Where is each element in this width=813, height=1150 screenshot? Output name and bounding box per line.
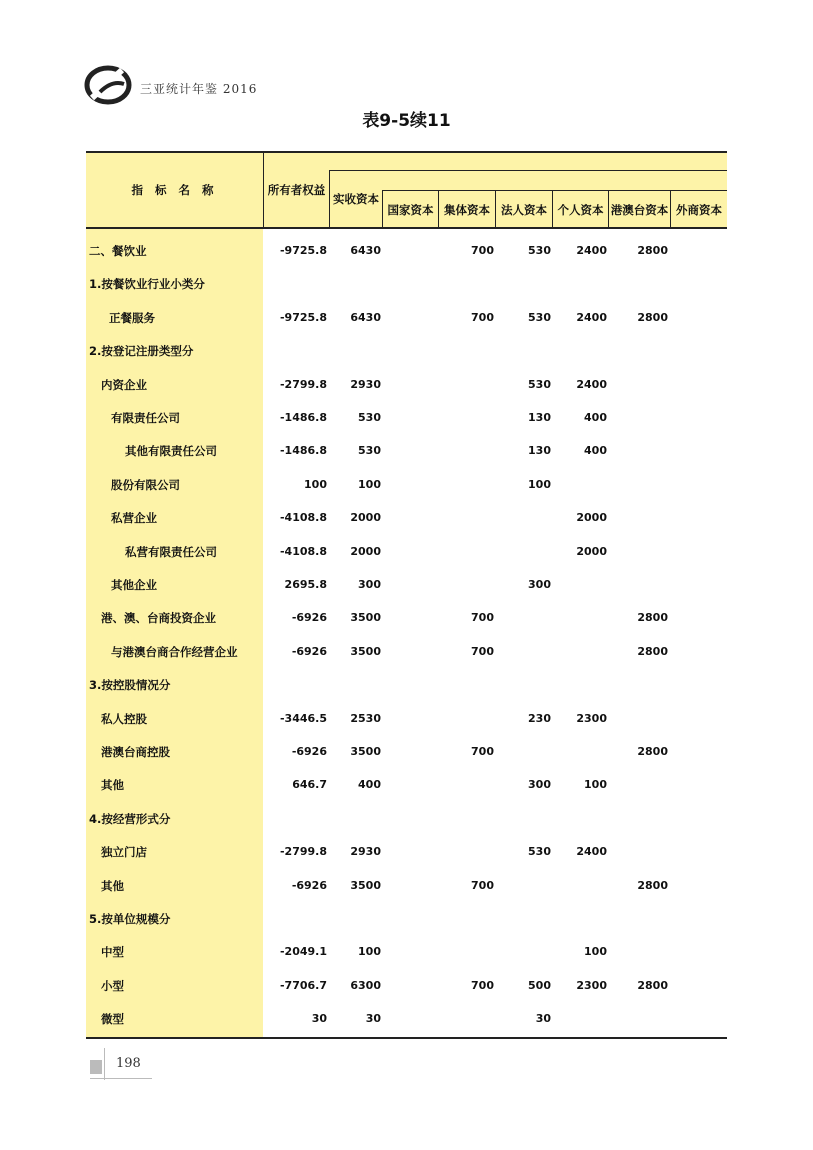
cell-value: 530: [358, 444, 381, 457]
table-top-rule: [86, 151, 727, 153]
paid-in-group-rule: [329, 170, 727, 171]
cell-value: 2800: [637, 979, 668, 992]
cell-value: 3500: [350, 611, 381, 624]
cell-value: -4108.8: [279, 545, 327, 558]
cell-value: 530: [528, 244, 551, 257]
cell-value: 2000: [576, 545, 607, 558]
row-label: 3.按控股情况分: [89, 678, 171, 692]
row-label: 其他: [101, 778, 124, 792]
row-label: 港、澳、台商投资企业: [101, 611, 216, 625]
row-label: 股份有限公司: [111, 478, 180, 492]
header-personal: 个人资本: [557, 203, 604, 217]
book-title: 三亚统计年鉴 2016: [140, 82, 258, 96]
cell-value: 300: [358, 578, 381, 591]
header-indicator: 指 标 名 称: [131, 183, 218, 197]
row-label: 4.按经营形式分: [89, 812, 171, 826]
cell-value: -4108.8: [279, 511, 327, 524]
row-label: 其他企业: [111, 578, 157, 592]
row-label: 其他: [101, 879, 124, 893]
row-label: 正餐服务: [109, 311, 155, 325]
cell-value: 2530: [350, 712, 381, 725]
cell-value: 3500: [350, 745, 381, 758]
cell-value: 530: [528, 378, 551, 391]
page-marker-line: [90, 1078, 152, 1079]
row-label: 5.按单位规模分: [89, 912, 171, 926]
cell-value: 400: [584, 444, 607, 457]
cell-value: -1486.8: [279, 411, 327, 424]
row-label: 微型: [101, 1012, 124, 1026]
cell-value: 2400: [576, 311, 607, 324]
cell-value: -1486.8: [279, 444, 327, 457]
row-label: 其他有限责任公司: [125, 444, 217, 458]
cell-value: -6926: [291, 745, 327, 758]
row-label: 2.按登记注册类型分: [89, 344, 194, 358]
cell-value: 2930: [350, 378, 381, 391]
header-bottom-rule: [86, 227, 727, 229]
row-label: 有限责任公司: [111, 411, 180, 425]
header-hmt: 港澳台资本: [610, 203, 669, 217]
cell-value: 2800: [637, 745, 668, 758]
cell-value: 400: [358, 778, 381, 791]
cell-value: 530: [528, 311, 551, 324]
table-bottom-rule: [86, 1037, 727, 1039]
cell-value: 100: [358, 945, 381, 958]
cell-value: 2800: [637, 611, 668, 624]
cell-value: 700: [471, 879, 494, 892]
sub-capital-rule: [382, 190, 727, 191]
cell-value: -7706.7: [279, 979, 327, 992]
cell-value: 30: [311, 1012, 327, 1025]
cell-value: 2000: [576, 511, 607, 524]
cell-value: 300: [528, 778, 551, 791]
cell-value: 30: [365, 1012, 381, 1025]
cell-value: 700: [471, 745, 494, 758]
row-label: 私营有限责任公司: [125, 545, 217, 559]
cell-value: 6300: [350, 979, 381, 992]
cell-value: 2695.8: [284, 578, 327, 591]
header-legal: 法人资本: [501, 203, 547, 217]
table-title: 表9-5续11: [362, 111, 451, 131]
cell-value: 700: [471, 979, 494, 992]
cell-value: 530: [528, 845, 551, 858]
cell-value: -6926: [291, 611, 327, 624]
row-label: 港澳台商控股: [101, 745, 170, 759]
cell-value: 2800: [637, 645, 668, 658]
cell-value: 646.7: [292, 778, 327, 791]
cell-value: 2000: [350, 545, 381, 558]
cell-value: -6926: [291, 645, 327, 658]
cell-value: -3446.5: [279, 712, 327, 725]
header-foreign: 外商资本: [676, 203, 722, 217]
row-label: 独立门店: [101, 845, 147, 859]
cell-value: 2930: [350, 845, 381, 858]
cell-value: 2800: [637, 879, 668, 892]
cell-value: 700: [471, 311, 494, 324]
cell-value: 700: [471, 244, 494, 257]
yearbook-logo-icon: [82, 62, 134, 108]
header-paid-in: 实收资本: [333, 192, 379, 206]
cell-value: 6430: [350, 244, 381, 257]
cell-value: 700: [471, 611, 494, 624]
cell-value: 30: [535, 1012, 551, 1025]
cell-value: 230: [528, 712, 551, 725]
cell-value: 130: [528, 444, 551, 457]
cell-value: -9725.8: [279, 244, 327, 257]
cell-value: 3500: [350, 879, 381, 892]
cell-value: 2000: [350, 511, 381, 524]
row-label: 与港澳台商合作经营企业: [111, 645, 238, 659]
cell-value: 2800: [637, 244, 668, 257]
cell-value: 6430: [350, 311, 381, 324]
cell-value: 100: [304, 478, 327, 491]
row-label: 私营企业: [111, 511, 157, 525]
row-label: 私人控股: [101, 712, 147, 726]
page-number: 198: [116, 1056, 141, 1071]
cell-value: 2800: [637, 311, 668, 324]
cell-value: 400: [584, 411, 607, 424]
row-label: 1.按餐饮业行业小类分: [89, 277, 205, 291]
cell-value: 100: [584, 945, 607, 958]
row-label: 中型: [101, 945, 124, 959]
cell-value: 100: [358, 478, 381, 491]
row-label: 内资企业: [101, 378, 147, 392]
cell-value: 2400: [576, 378, 607, 391]
cell-value: 100: [584, 778, 607, 791]
cell-value: 2400: [576, 244, 607, 257]
header-state: 国家资本: [387, 203, 434, 217]
cell-value: 2300: [576, 712, 607, 725]
cell-value: -9725.8: [279, 311, 327, 324]
cell-value: -2049.1: [279, 945, 327, 958]
cell-value: 2400: [576, 845, 607, 858]
cell-value: 300: [528, 578, 551, 591]
header-owner-equity: 所有者权益: [267, 183, 326, 197]
page-marker-icon: [90, 1060, 102, 1074]
cell-value: 100: [528, 478, 551, 491]
cell-value: 3500: [350, 645, 381, 658]
row-label: 二、餐饮业: [89, 244, 147, 258]
row-label: 小型: [101, 979, 124, 993]
header-collective: 集体资本: [444, 203, 490, 217]
page-marker-line: [104, 1048, 105, 1080]
cell-value: -6926: [291, 879, 327, 892]
cell-value: 530: [358, 411, 381, 424]
cell-value: 700: [471, 645, 494, 658]
cell-value: 130: [528, 411, 551, 424]
cell-value: 500: [528, 979, 551, 992]
cell-value: -2799.8: [279, 378, 327, 391]
cell-value: 2300: [576, 979, 607, 992]
cell-value: -2799.8: [279, 845, 327, 858]
